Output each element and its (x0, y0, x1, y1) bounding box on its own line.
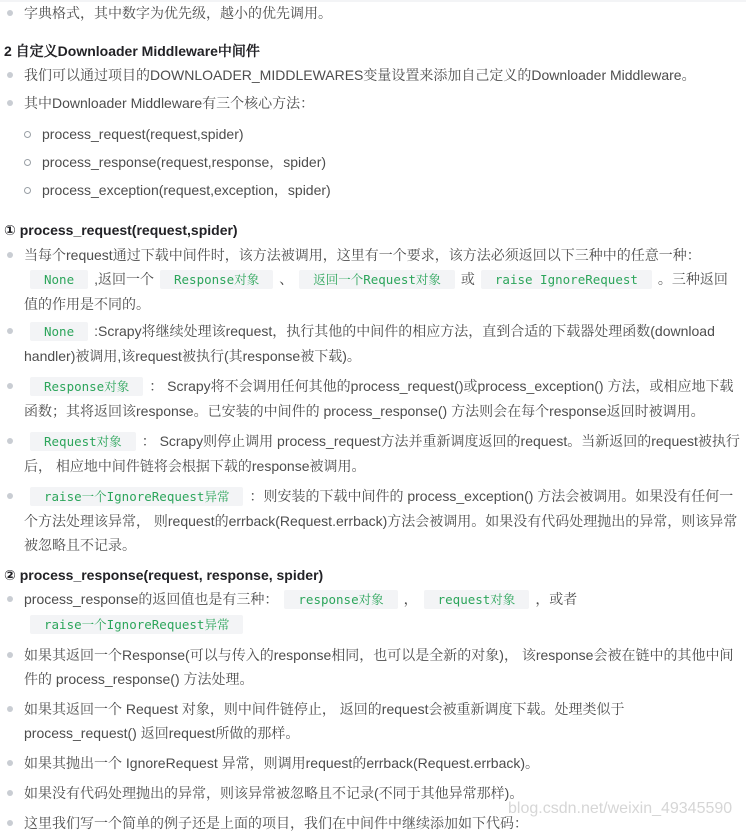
list-item-text: 当每个request通过下载中间件时，该方法被调用，这里有一个要求，该方法必须返回以下三种中的任意一种： (24, 247, 701, 263)
list-item-text: 我们可以通过项目的DOWNLOADER_MIDDLEWARES变量设置来添加自己定义的Downloader Middleware。 (24, 67, 696, 83)
code-raise-ignore: raise IgnoreRequest (481, 270, 652, 289)
list-item-text: 其中Downloader Middleware有三个核心方法： (24, 95, 315, 111)
bullet-icon (7, 383, 13, 389)
list-item (0, 429, 746, 478)
process-response-heading: ② process_response(request, response, spider) (4, 567, 324, 583)
intro-list (0, 1, 746, 29)
bullet-icon (7, 706, 13, 712)
list-item-text: 字典格式，其中数字为优先级，越小的优先调用。 (24, 5, 332, 21)
list-item-text: 如果其抛出一个 IgnoreRequest 异常，则调用request的errback(Request.errback)。 (24, 755, 540, 771)
list-item (0, 374, 746, 423)
method-item (0, 176, 746, 204)
list-item-text: 如果没有代码处理抛出的异常，则该异常被忽略且不记录(不同于其他异常那样)。 (24, 785, 524, 801)
list-item-text: 如果其返回一个Response(可以与传入的response相同，也可以是全新的对象)， 该response会被在链中的其他中间件的 process_response() 方法处理。 (24, 647, 734, 687)
code-none: None (30, 270, 88, 289)
list-item-text: process_response的返回值也是有三种： (24, 591, 279, 607)
list-item-text: 如果其返回一个 Request 对象，则中间件链停止， 返回的request会被重新调度下载。处理类似于 process_request() 返回request所做的那样。 (24, 701, 625, 741)
section2-list (0, 63, 746, 119)
section-heading: 2 自定义Downloader Middleware中间件 (4, 43, 260, 59)
methods-list (0, 120, 746, 204)
list-item (0, 811, 746, 835)
list-item (0, 91, 746, 115)
separator-text: ,返回一个 (94, 271, 154, 287)
list-item (0, 319, 746, 368)
list-item-text: 这里我们写一个简单的例子还是上面的项目，我们在中间件中继续添加如下代码： (24, 815, 528, 831)
code-response-object: response对象 (284, 590, 397, 609)
bullet-icon (7, 328, 13, 334)
list-item (0, 587, 746, 637)
bullet-icon (7, 760, 13, 766)
code-inline: Request对象 (30, 432, 136, 451)
method-text: process_request(request,spider) (42, 126, 244, 142)
code-raise-ignore: raise一个IgnoreRequest异常 (30, 615, 243, 634)
circle-bullet-icon (24, 187, 31, 194)
list-item (0, 697, 746, 745)
list-item (0, 643, 746, 691)
list-item-text: ： Scrapy将不会调用任何其他的process_request()或process_exception() 方法，或相应地下载函数；其将返回该response。已安装的中间件的 process_response() 方法则会在每个response返回时被调用。 (24, 378, 734, 419)
list-item (0, 751, 746, 775)
list-item (0, 63, 746, 87)
bullet-icon (7, 10, 13, 16)
return-values-list (0, 319, 746, 561)
list-item-text: :Scrapy将继续处理该request，执行其他的中间件的相应方法，直到合适的下载器处理函数(download handler)被调用,该request被执行(其response被下载)。 (24, 323, 715, 364)
separator-text: 、 (279, 271, 294, 287)
bullet-icon (7, 493, 13, 499)
tail-text: 。三种返回值的作用是不同的。 (24, 271, 728, 312)
bullet-icon (7, 790, 13, 796)
list-item (0, 484, 746, 557)
bullet-icon (7, 252, 13, 258)
separator-text: ， (403, 591, 418, 607)
code-inline: raise一个IgnoreRequest异常 (30, 487, 243, 506)
method-text: process_exception(request,exception，spider) (42, 182, 331, 198)
code-response-object: Response对象 (160, 270, 273, 289)
bullet-icon (7, 72, 13, 78)
method-text: process_response(request,response，spider) (42, 154, 327, 170)
code-request-object: request对象 (424, 590, 530, 609)
bullet-icon (7, 596, 13, 602)
process-request-list (0, 243, 746, 320)
circle-bullet-icon (24, 131, 31, 138)
list-item (0, 781, 746, 805)
list-item-text: ： Scrapy则停止调用 process_request方法并重新调度返回的request。当新返回的request被执行后， 相应地中间件链将会根据下载的response被调用。 (24, 433, 740, 474)
separator-text: 或 (460, 271, 475, 287)
watermark: blog.csdn.net/weixin_49345590 (508, 800, 733, 817)
code-inline: Response对象 (30, 377, 143, 396)
bullet-icon (7, 652, 13, 658)
bullet-icon (7, 820, 13, 826)
bullet-icon (7, 100, 13, 106)
process-response-list (0, 587, 746, 839)
list-item (0, 1, 746, 25)
method-item (0, 148, 746, 176)
list-item (0, 243, 746, 316)
circle-bullet-icon (24, 159, 31, 166)
bullet-icon (7, 438, 13, 444)
code-return-request: 返回一个Request对象 (299, 270, 455, 289)
code-inline: None (30, 322, 88, 341)
separator-text: ，或者 (535, 591, 578, 607)
process-request-heading: ① process_request(request,spider) (4, 222, 238, 238)
list-item-text: ：则安装的下载中间件的 process_exception() 方法会被调用。如果没有任何一个方法处理该异常， 则request的errback(Request.errback)方法会被调用。如果没有代码处理抛出的异常，则该异常被忽略且不记录。 (24, 488, 738, 553)
method-item (0, 120, 746, 148)
